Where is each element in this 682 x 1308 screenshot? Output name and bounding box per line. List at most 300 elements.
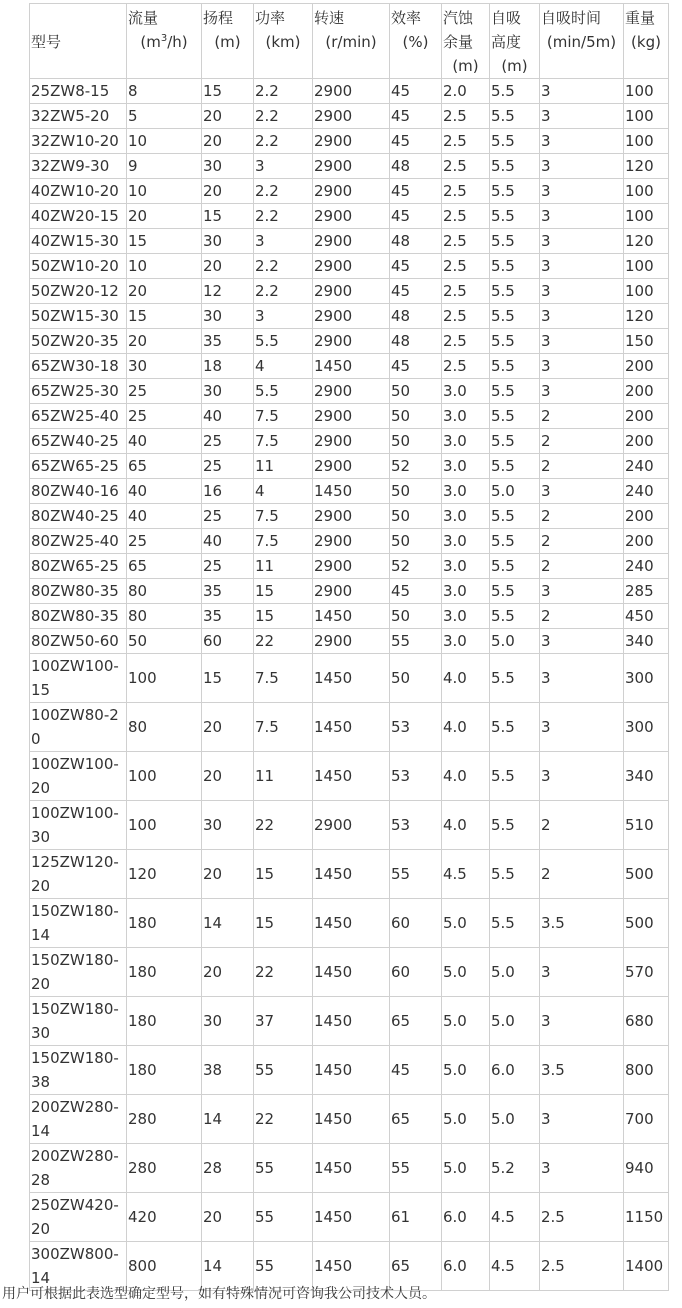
cell-model: 80ZW40-16 bbox=[30, 479, 127, 504]
cell-npsh: 3.0 bbox=[442, 554, 490, 579]
cell-efficiency: 48 bbox=[390, 329, 442, 354]
cell-suction-height: 5.5 bbox=[490, 279, 540, 304]
cell-weight: 100 bbox=[624, 204, 669, 229]
cell-suction-time: 3 bbox=[540, 379, 624, 404]
cell-weight: 340 bbox=[624, 752, 669, 801]
cell-suction-time: 3 bbox=[540, 279, 624, 304]
cell-flow: 100 bbox=[127, 752, 202, 801]
cell-efficiency: 65 bbox=[390, 1242, 442, 1291]
cell-weight: 240 bbox=[624, 554, 669, 579]
cell-model: 200ZW280-14 bbox=[30, 1095, 127, 1144]
cell-head: 20 bbox=[202, 850, 254, 899]
cell-power: 4 bbox=[254, 479, 313, 504]
cell-flow: 5 bbox=[127, 104, 202, 129]
cell-flow: 20 bbox=[127, 204, 202, 229]
cell-power: 2.2 bbox=[254, 129, 313, 154]
cell-head: 35 bbox=[202, 579, 254, 604]
cell-speed: 1450 bbox=[313, 703, 390, 752]
cell-npsh: 3.0 bbox=[442, 504, 490, 529]
cell-power: 15 bbox=[254, 850, 313, 899]
cell-weight: 120 bbox=[624, 154, 669, 179]
cell-power: 11 bbox=[254, 752, 313, 801]
table-row bbox=[30, 404, 669, 429]
cell-npsh: 4.5 bbox=[442, 850, 490, 899]
cell-model: 100ZW100-15 bbox=[30, 654, 127, 703]
cell-head: 60 bbox=[202, 629, 254, 654]
cell-power: 3 bbox=[254, 229, 313, 254]
cell-head: 15 bbox=[202, 654, 254, 703]
cell-flow: 280 bbox=[127, 1095, 202, 1144]
cell-power: 2.2 bbox=[254, 279, 313, 304]
cell-efficiency: 52 bbox=[390, 454, 442, 479]
cell-power: 2.2 bbox=[254, 179, 313, 204]
cell-head: 14 bbox=[202, 1095, 254, 1144]
cell-head: 30 bbox=[202, 379, 254, 404]
cell-suction-time: 3 bbox=[540, 229, 624, 254]
table-row bbox=[30, 454, 669, 479]
cell-power: 37 bbox=[254, 997, 313, 1046]
cell-power: 22 bbox=[254, 948, 313, 997]
cell-flow: 20 bbox=[127, 329, 202, 354]
table-row bbox=[30, 79, 669, 104]
cell-suction-time: 3 bbox=[540, 304, 624, 329]
cell-suction-height: 5.5 bbox=[490, 354, 540, 379]
cell-speed: 2900 bbox=[313, 229, 390, 254]
table-row bbox=[30, 529, 669, 554]
cell-model: 80ZW80-35 bbox=[30, 604, 127, 629]
cell-model: 150ZW180-38 bbox=[30, 1046, 127, 1095]
table-row bbox=[30, 104, 669, 129]
cell-head: 25 bbox=[202, 554, 254, 579]
cell-suction-height: 5.5 bbox=[490, 429, 540, 454]
cell-suction-height: 5.0 bbox=[490, 479, 540, 504]
cell-weight: 300 bbox=[624, 703, 669, 752]
cell-speed: 1450 bbox=[313, 354, 390, 379]
cell-weight: 240 bbox=[624, 479, 669, 504]
cell-weight: 1400 bbox=[624, 1242, 669, 1291]
cell-head: 20 bbox=[202, 1193, 254, 1242]
cell-power: 15 bbox=[254, 604, 313, 629]
cell-speed: 1450 bbox=[313, 1193, 390, 1242]
cell-suction-time: 2 bbox=[540, 604, 624, 629]
cell-efficiency: 50 bbox=[390, 404, 442, 429]
cell-flow: 20 bbox=[127, 279, 202, 304]
cell-head: 28 bbox=[202, 1144, 254, 1193]
header-power: 功率 (km) bbox=[254, 4, 313, 79]
table-row bbox=[30, 129, 669, 154]
cell-model: 40ZW15-30 bbox=[30, 229, 127, 254]
header-efficiency: 效率 (%) bbox=[390, 4, 442, 79]
cell-efficiency: 45 bbox=[390, 354, 442, 379]
cell-suction-time: 3 bbox=[540, 179, 624, 204]
cell-head: 15 bbox=[202, 204, 254, 229]
cell-suction-height: 5.5 bbox=[490, 801, 540, 850]
cell-speed: 2900 bbox=[313, 529, 390, 554]
cell-weight: 200 bbox=[624, 404, 669, 429]
cell-speed: 1450 bbox=[313, 1046, 390, 1095]
cell-npsh: 3.0 bbox=[442, 404, 490, 429]
cell-head: 14 bbox=[202, 1242, 254, 1291]
cell-suction-time: 3 bbox=[540, 104, 624, 129]
cell-head: 20 bbox=[202, 703, 254, 752]
cell-power: 7.5 bbox=[254, 429, 313, 454]
cell-head: 20 bbox=[202, 179, 254, 204]
cell-speed: 2900 bbox=[313, 279, 390, 304]
cell-flow: 15 bbox=[127, 229, 202, 254]
cell-suction-height: 5.5 bbox=[490, 454, 540, 479]
cell-weight: 200 bbox=[624, 354, 669, 379]
cell-npsh: 2.5 bbox=[442, 254, 490, 279]
cell-suction-time: 2.5 bbox=[540, 1193, 624, 1242]
cell-suction-height: 5.5 bbox=[490, 404, 540, 429]
cell-model: 300ZW800-14 bbox=[30, 1242, 127, 1291]
cell-suction-time: 3 bbox=[540, 129, 624, 154]
table-row bbox=[30, 179, 669, 204]
cell-speed: 2900 bbox=[313, 179, 390, 204]
table-row bbox=[30, 579, 669, 604]
cell-flow: 100 bbox=[127, 801, 202, 850]
cell-power: 7.5 bbox=[254, 703, 313, 752]
cell-suction-time: 3 bbox=[540, 154, 624, 179]
cell-weight: 150 bbox=[624, 329, 669, 354]
cell-head: 30 bbox=[202, 801, 254, 850]
cell-power: 7.5 bbox=[254, 654, 313, 703]
cell-head: 18 bbox=[202, 354, 254, 379]
cell-npsh: 6.0 bbox=[442, 1193, 490, 1242]
cell-suction-time: 2 bbox=[540, 504, 624, 529]
cell-suction-height: 5.5 bbox=[490, 329, 540, 354]
cell-flow: 9 bbox=[127, 154, 202, 179]
table-row bbox=[30, 997, 669, 1046]
cell-efficiency: 48 bbox=[390, 229, 442, 254]
cell-model: 65ZW30-18 bbox=[30, 354, 127, 379]
cell-speed: 2900 bbox=[313, 379, 390, 404]
cell-efficiency: 45 bbox=[390, 279, 442, 304]
cell-efficiency: 60 bbox=[390, 948, 442, 997]
cell-model: 50ZW20-35 bbox=[30, 329, 127, 354]
cell-model: 50ZW15-30 bbox=[30, 304, 127, 329]
cell-efficiency: 48 bbox=[390, 304, 442, 329]
cell-efficiency: 45 bbox=[390, 179, 442, 204]
cell-speed: 2900 bbox=[313, 304, 390, 329]
footnote: 用户可根据此表选型确定型号，如有特殊情况可咨询我公司技术人员。 bbox=[2, 1286, 436, 1302]
cell-efficiency: 45 bbox=[390, 579, 442, 604]
cell-power: 3 bbox=[254, 304, 313, 329]
cell-head: 25 bbox=[202, 504, 254, 529]
cell-model: 65ZW65-25 bbox=[30, 454, 127, 479]
cell-suction-time: 3 bbox=[540, 948, 624, 997]
cell-weight: 200 bbox=[624, 379, 669, 404]
cell-weight: 200 bbox=[624, 529, 669, 554]
cell-npsh: 3.0 bbox=[442, 454, 490, 479]
cell-head: 20 bbox=[202, 948, 254, 997]
cell-suction-height: 5.5 bbox=[490, 529, 540, 554]
cell-efficiency: 45 bbox=[390, 204, 442, 229]
cell-suction-time: 3 bbox=[540, 579, 624, 604]
header-weight: 重量 (kg) bbox=[624, 4, 669, 79]
cell-efficiency: 45 bbox=[390, 1046, 442, 1095]
cell-power: 11 bbox=[254, 554, 313, 579]
cell-efficiency: 50 bbox=[390, 654, 442, 703]
cell-efficiency: 55 bbox=[390, 1144, 442, 1193]
cell-speed: 2900 bbox=[313, 504, 390, 529]
cell-suction-height: 5.5 bbox=[490, 79, 540, 104]
cell-flow: 80 bbox=[127, 579, 202, 604]
cell-power: 2.2 bbox=[254, 254, 313, 279]
cell-power: 2.2 bbox=[254, 79, 313, 104]
cell-npsh: 4.0 bbox=[442, 654, 490, 703]
cell-flow: 180 bbox=[127, 899, 202, 948]
cell-efficiency: 53 bbox=[390, 752, 442, 801]
cell-model: 150ZW180-30 bbox=[30, 997, 127, 1046]
cell-npsh: 3.0 bbox=[442, 529, 490, 554]
cell-speed: 2900 bbox=[313, 204, 390, 229]
cell-weight: 800 bbox=[624, 1046, 669, 1095]
cell-suction-height: 5.5 bbox=[490, 579, 540, 604]
cell-model: 80ZW40-25 bbox=[30, 504, 127, 529]
cell-flow: 25 bbox=[127, 379, 202, 404]
cell-model: 125ZW120-20 bbox=[30, 850, 127, 899]
cell-npsh: 3.0 bbox=[442, 604, 490, 629]
cell-npsh: 2.5 bbox=[442, 179, 490, 204]
cell-power: 55 bbox=[254, 1242, 313, 1291]
cell-suction-time: 3 bbox=[540, 997, 624, 1046]
cell-head: 30 bbox=[202, 154, 254, 179]
cell-efficiency: 50 bbox=[390, 429, 442, 454]
cell-weight: 510 bbox=[624, 801, 669, 850]
cell-suction-time: 2 bbox=[540, 850, 624, 899]
header-suction-time: 自吸时间 (min/5m) bbox=[540, 4, 624, 79]
cell-power: 7.5 bbox=[254, 529, 313, 554]
cell-npsh: 5.0 bbox=[442, 1095, 490, 1144]
cell-power: 7.5 bbox=[254, 504, 313, 529]
cell-power: 2.2 bbox=[254, 204, 313, 229]
cell-flow: 50 bbox=[127, 629, 202, 654]
cell-suction-height: 5.5 bbox=[490, 229, 540, 254]
cell-model: 32ZW5-20 bbox=[30, 104, 127, 129]
cell-weight: 100 bbox=[624, 129, 669, 154]
table-row bbox=[30, 1193, 669, 1242]
cell-speed: 2900 bbox=[313, 154, 390, 179]
cell-suction-time: 2 bbox=[540, 454, 624, 479]
cell-suction-height: 5.0 bbox=[490, 948, 540, 997]
table-row bbox=[30, 154, 669, 179]
cell-efficiency: 45 bbox=[390, 79, 442, 104]
cell-suction-time: 3 bbox=[540, 254, 624, 279]
cell-weight: 340 bbox=[624, 629, 669, 654]
cell-flow: 420 bbox=[127, 1193, 202, 1242]
header-suction-height: 自吸 高度 (m) bbox=[490, 4, 540, 79]
cell-npsh: 2.5 bbox=[442, 329, 490, 354]
cell-speed: 1450 bbox=[313, 850, 390, 899]
cell-suction-height: 5.5 bbox=[490, 254, 540, 279]
cell-efficiency: 45 bbox=[390, 104, 442, 129]
cell-npsh: 4.0 bbox=[442, 801, 490, 850]
table-row bbox=[30, 429, 669, 454]
cell-model: 100ZW100-20 bbox=[30, 752, 127, 801]
cell-flow: 10 bbox=[127, 254, 202, 279]
cell-weight: 300 bbox=[624, 654, 669, 703]
cell-flow: 10 bbox=[127, 179, 202, 204]
cell-npsh: 3.0 bbox=[442, 379, 490, 404]
cell-flow: 180 bbox=[127, 1046, 202, 1095]
cell-model: 80ZW25-40 bbox=[30, 529, 127, 554]
cell-suction-height: 5.5 bbox=[490, 179, 540, 204]
table-row bbox=[30, 254, 669, 279]
cell-flow: 80 bbox=[127, 604, 202, 629]
cell-flow: 65 bbox=[127, 454, 202, 479]
cell-suction-height: 4.5 bbox=[490, 1193, 540, 1242]
cell-weight: 100 bbox=[624, 104, 669, 129]
cell-weight: 120 bbox=[624, 304, 669, 329]
cell-flow: 280 bbox=[127, 1144, 202, 1193]
cell-suction-height: 5.5 bbox=[490, 554, 540, 579]
cell-efficiency: 45 bbox=[390, 254, 442, 279]
cell-flow: 25 bbox=[127, 529, 202, 554]
cell-npsh: 2.5 bbox=[442, 279, 490, 304]
cell-weight: 285 bbox=[624, 579, 669, 604]
cell-efficiency: 50 bbox=[390, 529, 442, 554]
cell-suction-time: 3 bbox=[540, 752, 624, 801]
table-row bbox=[30, 752, 669, 801]
cell-speed: 2900 bbox=[313, 329, 390, 354]
cell-flow: 180 bbox=[127, 948, 202, 997]
cell-weight: 100 bbox=[624, 279, 669, 304]
cell-model: 150ZW180-14 bbox=[30, 899, 127, 948]
table-row bbox=[30, 703, 669, 752]
cell-head: 40 bbox=[202, 404, 254, 429]
cell-npsh: 2.0 bbox=[442, 79, 490, 104]
header-npsh: 汽蚀 余量 (m) bbox=[442, 4, 490, 79]
header-speed: 转速 (r/min) bbox=[313, 4, 390, 79]
cell-power: 55 bbox=[254, 1144, 313, 1193]
cell-efficiency: 45 bbox=[390, 129, 442, 154]
cell-head: 30 bbox=[202, 229, 254, 254]
cell-suction-height: 5.5 bbox=[490, 703, 540, 752]
cell-head: 38 bbox=[202, 1046, 254, 1095]
cell-speed: 2900 bbox=[313, 104, 390, 129]
cell-power: 22 bbox=[254, 1095, 313, 1144]
cell-suction-height: 5.0 bbox=[490, 629, 540, 654]
cell-npsh: 2.5 bbox=[442, 129, 490, 154]
cell-flow: 800 bbox=[127, 1242, 202, 1291]
cell-npsh: 2.5 bbox=[442, 104, 490, 129]
cell-weight: 570 bbox=[624, 948, 669, 997]
cell-head: 20 bbox=[202, 254, 254, 279]
cell-speed: 1450 bbox=[313, 604, 390, 629]
table-row bbox=[30, 304, 669, 329]
cell-speed: 2900 bbox=[313, 554, 390, 579]
cell-efficiency: 52 bbox=[390, 554, 442, 579]
cell-weight: 200 bbox=[624, 504, 669, 529]
cell-efficiency: 48 bbox=[390, 154, 442, 179]
cell-flow: 100 bbox=[127, 654, 202, 703]
cell-speed: 1450 bbox=[313, 899, 390, 948]
cell-suction-height: 5.5 bbox=[490, 604, 540, 629]
cell-suction-time: 2 bbox=[540, 429, 624, 454]
cell-suction-time: 3 bbox=[540, 629, 624, 654]
cell-suction-time: 3 bbox=[540, 354, 624, 379]
cell-npsh: 5.0 bbox=[442, 899, 490, 948]
cell-suction-time: 2 bbox=[540, 529, 624, 554]
cell-model: 100ZW100-30 bbox=[30, 801, 127, 850]
cell-flow: 8 bbox=[127, 79, 202, 104]
cell-flow: 80 bbox=[127, 703, 202, 752]
cell-speed: 1450 bbox=[313, 654, 390, 703]
cell-model: 65ZW25-30 bbox=[30, 379, 127, 404]
cell-power: 15 bbox=[254, 579, 313, 604]
cell-npsh: 2.5 bbox=[442, 204, 490, 229]
cell-model: 40ZW10-20 bbox=[30, 179, 127, 204]
cell-weight: 240 bbox=[624, 454, 669, 479]
cell-efficiency: 50 bbox=[390, 604, 442, 629]
cell-model: 50ZW10-20 bbox=[30, 254, 127, 279]
cell-flow: 10 bbox=[127, 129, 202, 154]
cell-suction-height: 5.5 bbox=[490, 129, 540, 154]
cell-speed: 1450 bbox=[313, 752, 390, 801]
cell-suction-time: 3.5 bbox=[540, 899, 624, 948]
cell-flow: 40 bbox=[127, 429, 202, 454]
cell-model: 32ZW10-20 bbox=[30, 129, 127, 154]
cell-suction-height: 6.0 bbox=[490, 1046, 540, 1095]
cell-npsh: 2.5 bbox=[442, 304, 490, 329]
cell-efficiency: 55 bbox=[390, 850, 442, 899]
cell-npsh: 3.0 bbox=[442, 629, 490, 654]
cell-model: 250ZW420-20 bbox=[30, 1193, 127, 1242]
cell-head: 35 bbox=[202, 604, 254, 629]
pump-spec-table bbox=[29, 3, 669, 1291]
cell-weight: 700 bbox=[624, 1095, 669, 1144]
cell-suction-time: 2.5 bbox=[540, 1242, 624, 1291]
cell-suction-time: 3 bbox=[540, 79, 624, 104]
cell-speed: 2900 bbox=[313, 429, 390, 454]
cell-head: 30 bbox=[202, 304, 254, 329]
cell-head: 25 bbox=[202, 454, 254, 479]
cell-efficiency: 65 bbox=[390, 997, 442, 1046]
cell-npsh: 5.0 bbox=[442, 997, 490, 1046]
cell-efficiency: 50 bbox=[390, 479, 442, 504]
cell-npsh: 4.0 bbox=[442, 703, 490, 752]
cell-weight: 1150 bbox=[624, 1193, 669, 1242]
cell-power: 3 bbox=[254, 154, 313, 179]
cell-npsh: 5.0 bbox=[442, 1144, 490, 1193]
table-body bbox=[30, 4, 669, 1291]
cell-efficiency: 65 bbox=[390, 1095, 442, 1144]
table-row bbox=[30, 204, 669, 229]
cell-weight: 120 bbox=[624, 229, 669, 254]
cell-model: 32ZW9-30 bbox=[30, 154, 127, 179]
cell-speed: 1450 bbox=[313, 997, 390, 1046]
cell-npsh: 3.0 bbox=[442, 429, 490, 454]
cell-flow: 30 bbox=[127, 354, 202, 379]
cell-head: 14 bbox=[202, 899, 254, 948]
table-header-row bbox=[30, 4, 669, 79]
cell-efficiency: 61 bbox=[390, 1193, 442, 1242]
table-row bbox=[30, 554, 669, 579]
cell-weight: 500 bbox=[624, 899, 669, 948]
cell-efficiency: 60 bbox=[390, 899, 442, 948]
cell-model: 100ZW80-20 bbox=[30, 703, 127, 752]
cell-flow: 25 bbox=[127, 404, 202, 429]
cell-efficiency: 50 bbox=[390, 379, 442, 404]
table-row bbox=[30, 229, 669, 254]
cell-head: 16 bbox=[202, 479, 254, 504]
cell-flow: 65 bbox=[127, 554, 202, 579]
cell-suction-height: 5.5 bbox=[490, 899, 540, 948]
table-row bbox=[30, 1095, 669, 1144]
cell-efficiency: 53 bbox=[390, 703, 442, 752]
cell-model: 65ZW25-40 bbox=[30, 404, 127, 429]
